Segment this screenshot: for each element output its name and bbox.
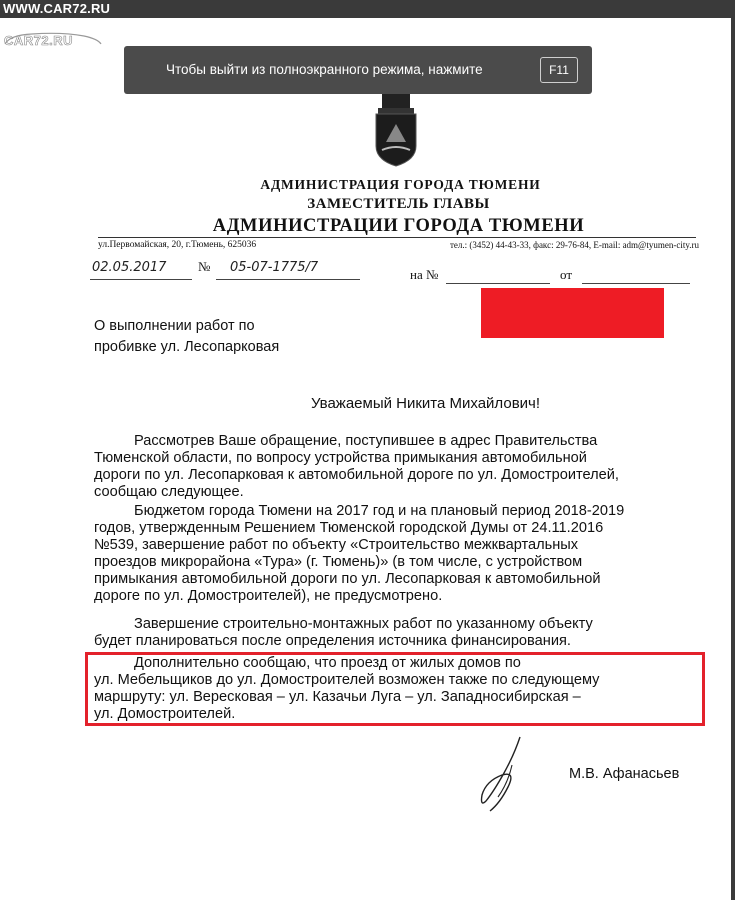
p2-line-3: №539, завершение работ по объекту «Строительство межквартальных (94, 537, 579, 553)
date-underline (90, 279, 192, 280)
fullscreen-toast (124, 46, 592, 94)
paragraph-1 (94, 433, 698, 501)
window-edge (731, 0, 735, 900)
greeting: Уважаемый Никита Михайлович! (310, 395, 541, 412)
p3-line-2: будет планироваться после определения источника финансирования. (94, 633, 571, 649)
reply-from-label: от (560, 267, 573, 282)
subject-line-1: О выполнении работ по (94, 318, 255, 334)
registration-date: 02.05.2017 (92, 260, 167, 275)
p2-line-1: Бюджетом города Тюмени на 2017 год и на плановый период 2018-2019 (134, 503, 625, 519)
reply-date-line (582, 283, 690, 284)
p1-line-3: дороги по ул. Лесопарковая к автомобильной дороге по ул. Домостроителей, (94, 467, 619, 483)
letterhead-line-1: АДМИНИСТРАЦИЯ ГОРОДА ТЮМЕНИ (260, 177, 541, 192)
car72-logo-text: CAR72.RU (4, 33, 74, 48)
registration-number: 05-07-1775/7 (230, 260, 319, 275)
top-bar (0, 0, 735, 18)
number-underline (216, 279, 360, 280)
p2-line-6: дороге по ул. Домостроителей), не предусмотрено. (94, 588, 443, 604)
p1-line-4: сообщаю следующее. (94, 484, 244, 500)
p3-line-1: Завершение строительно-монтажных работ по указанному объекту (134, 616, 593, 632)
p2-line-4: проездов микрорайона «Тура» (г. Тюмень)» (в том числе, с устройством (94, 554, 583, 570)
highlight-box (85, 652, 705, 726)
tyumen-coat-of-arms-icon (372, 94, 420, 168)
handwritten-signature (468, 735, 548, 815)
letter-subject (94, 316, 279, 358)
f11-key: F11 (540, 57, 578, 83)
p2-line-5: примыкания автомобильной дороги по ул. Лесопарковая к автомобильной (94, 571, 601, 587)
letterhead-address: ул.Первомайская, 20, г.Тюмень, 625036 (98, 240, 257, 250)
fullscreen-message: Чтобы выйти из полноэкранного режима, нажмите (166, 62, 483, 77)
paragraph-3 (94, 616, 698, 650)
paragraph-2 (94, 503, 698, 605)
signer-name: М.В. Афанасьев (569, 766, 680, 782)
p4-line-4: ул. Домостроителей. (94, 706, 236, 722)
subject-line-2: пробивке ул. Лесопарковая (94, 339, 280, 355)
p2-line-2: годов, утвержденным Решением Тюменской городской Думы от 24.11.2016 (94, 520, 604, 536)
p4-line-2: ул. Мебельщиков до ул. Домостроителей возможен также по следующему (94, 672, 600, 688)
reply-number-label: на № (410, 267, 439, 282)
p1-line-1: Рассмотрев Ваше обращение, поступившее в адрес Правительства (134, 433, 598, 449)
car-silhouette-icon (2, 29, 104, 51)
letterhead-line-2: ЗАМЕСТИТЕЛЬ ГЛАВЫ (307, 196, 490, 212)
site-label: WWW.CAR72.RU (3, 1, 111, 16)
letterhead-contacts: тел.: (3452) 44-43-33, факс: 29-76-84, E-mail: adm@tyumen-city.ru (449, 240, 699, 250)
car72-logo (4, 33, 73, 48)
reply-number-line (446, 283, 550, 284)
letterhead-divider (98, 237, 696, 238)
p1-line-2: Тюменской области, по вопросу устройства примыкания автомобильной (94, 450, 587, 466)
p4-line-1: Дополнительно сообщаю, что проезд от жилых домов по (134, 655, 521, 671)
letterhead-line-3: АДМИНИСТРАЦИИ ГОРОДА ТЮМЕНИ (212, 216, 585, 236)
recipient-redaction (481, 288, 664, 338)
registration-number-label: № (198, 259, 211, 274)
p4-line-3: маршруту: ул. Вересковая – ул. Казачьи Луга – ул. Западносибирская – (94, 689, 581, 705)
